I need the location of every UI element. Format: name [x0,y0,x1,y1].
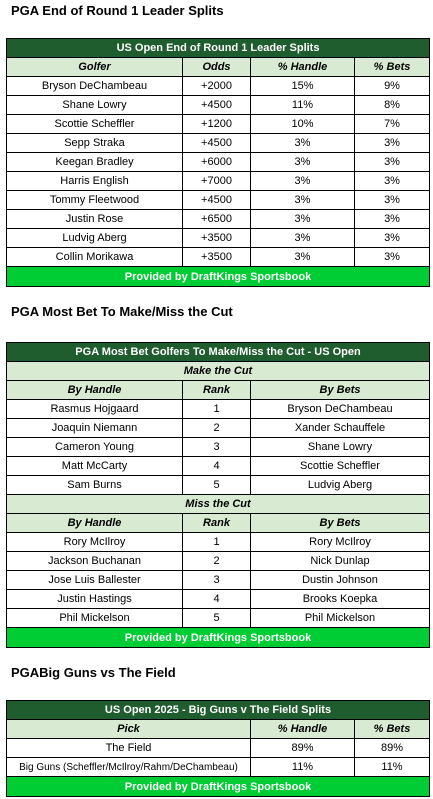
table-cell: 11% [251,96,355,115]
section2-heading: PGA Most Bet To Make/Miss the Cut [11,304,233,319]
table-cell: Ludvig Aberg [7,229,183,248]
table-cell: Rory McIlroy [7,533,183,552]
table-cell: +6000 [183,153,251,172]
section1-heading: PGA End of Round 1 Leader Splits [11,3,224,18]
table-cell: Rasmus Hojgaard [7,400,183,419]
table-title: US Open 2025 - Big Guns v The Field Splits [7,701,430,720]
table-cell: Scottie Scheffler [251,457,430,476]
table-cell: Justin Hastings [7,590,183,609]
table-row [7,739,430,758]
column-header: By Handle [7,514,183,533]
table-cell: 3% [251,134,355,153]
table-cell: Nick Dunlap [251,552,430,571]
column-header: % Handle [251,58,355,77]
table-cell: Phil Mickelson [251,609,430,628]
table-row [7,77,430,96]
table-cell: 3% [355,172,430,191]
table-cell: 89% [355,739,430,758]
table-row [7,134,430,153]
column-header: By Bets [251,381,430,400]
table-row [7,400,430,419]
table-cell: 3% [251,172,355,191]
table-row [7,115,430,134]
table-row [7,153,430,172]
table-cell: 4 [183,590,251,609]
table-cell: Jose Luis Ballester [7,571,183,590]
table-cell: 3% [251,191,355,210]
table-title: US Open End of Round 1 Leader Splits [7,39,430,58]
table-cell: 8% [355,96,430,115]
table-cell: 1 [183,533,251,552]
table-row [7,229,430,248]
table-cell: Scottie Scheffler [7,115,183,134]
column-header: By Handle [7,381,183,400]
table-row [7,533,430,552]
table-cell: +6500 [183,210,251,229]
table-footer: Provided by DraftKings Sportsbook [7,628,430,648]
big-guns-table [6,700,430,797]
table-cell: Jackson Buchanan [7,552,183,571]
table-cell: Bryson DeChambeau [251,400,430,419]
table-cell: 3 [183,438,251,457]
table-cell: +4500 [183,134,251,153]
cut-table [6,342,430,648]
column-header: % Handle [251,720,355,739]
column-header: Golfer [7,58,183,77]
table-cell: The Field [7,739,251,758]
table-cell: Collin Morikawa [7,248,183,267]
table-title: PGA Most Bet Golfers To Make/Miss the Cut - US Open [7,343,430,362]
table-cell: Rory McIlroy [251,533,430,552]
table-cell: Phil Mickelson [7,609,183,628]
miss-cut-label: Miss the Cut [7,495,430,514]
table-cell: 11% [251,758,355,777]
column-header: Pick [7,720,251,739]
table-cell: 5 [183,476,251,495]
table-cell: 2 [183,552,251,571]
table-cell: +1200 [183,115,251,134]
table-cell: 7% [355,115,430,134]
table-row [7,758,430,777]
table-cell: Matt McCarty [7,457,183,476]
table-cell: Ludvig Aberg [251,476,430,495]
table-cell: Dustin Johnson [251,571,430,590]
table-cell: +7000 [183,172,251,191]
table-row [7,172,430,191]
column-header: Rank [183,381,251,400]
table-row [7,571,430,590]
section3-heading: PGABig Guns vs The Field [11,665,176,680]
table-row [7,96,430,115]
table-cell: 3% [355,229,430,248]
table-row [7,419,430,438]
table-cell: Big Guns (Scheffler/McIlroy/Rahm/DeChambeau) [7,758,251,777]
table-cell: Joaquin Niemann [7,419,183,438]
table-cell: 3% [251,210,355,229]
table-cell: Justin Rose [7,210,183,229]
table-cell: Sepp Straka [7,134,183,153]
table-cell: 3% [355,210,430,229]
leader-splits-table [6,38,430,287]
column-header: By Bets [251,514,430,533]
table-cell: +4500 [183,191,251,210]
table-cell: Xander Schauffele [251,419,430,438]
table-cell: 3% [355,191,430,210]
table-row [7,438,430,457]
table-cell: 3% [355,134,430,153]
column-header: Odds [183,58,251,77]
table-cell: Shane Lowry [7,96,183,115]
column-header: Rank [183,514,251,533]
table-row [7,590,430,609]
table-cell: 3 [183,571,251,590]
table-cell: 4 [183,457,251,476]
table-footer: Provided by DraftKings Sportsbook [7,267,430,287]
table-row [7,191,430,210]
column-header: % Bets [355,58,430,77]
table-cell: 89% [251,739,355,758]
table-row [7,248,430,267]
table-cell: Shane Lowry [251,438,430,457]
table-cell: +4500 [183,96,251,115]
table-cell: 5 [183,609,251,628]
table-cell: 2 [183,419,251,438]
table-footer: Provided by DraftKings Sportsbook [7,777,430,797]
table-row [7,552,430,571]
table-cell: +3500 [183,248,251,267]
table-cell: 3% [251,153,355,172]
table-cell: 11% [355,758,430,777]
table-cell: 3% [355,153,430,172]
table-cell: Keegan Bradley [7,153,183,172]
table-cell: 9% [355,77,430,96]
table-cell: 3% [355,248,430,267]
table-row [7,609,430,628]
table-cell: Cameron Young [7,438,183,457]
table-cell: 1 [183,400,251,419]
table-cell: Bryson DeChambeau [7,77,183,96]
table-cell: Brooks Koepka [251,590,430,609]
make-cut-label: Make the Cut [7,362,430,381]
table-cell: 3% [251,248,355,267]
table-cell: 15% [251,77,355,96]
column-header: % Bets [355,720,430,739]
table-row [7,476,430,495]
table-cell: 10% [251,115,355,134]
table-cell: +2000 [183,77,251,96]
table-cell: Harris English [7,172,183,191]
table-row [7,457,430,476]
table-cell: 3% [251,229,355,248]
table-row [7,210,430,229]
table-cell: Sam Burns [7,476,183,495]
table-cell: +3500 [183,229,251,248]
table-cell: Tommy Fleetwood [7,191,183,210]
